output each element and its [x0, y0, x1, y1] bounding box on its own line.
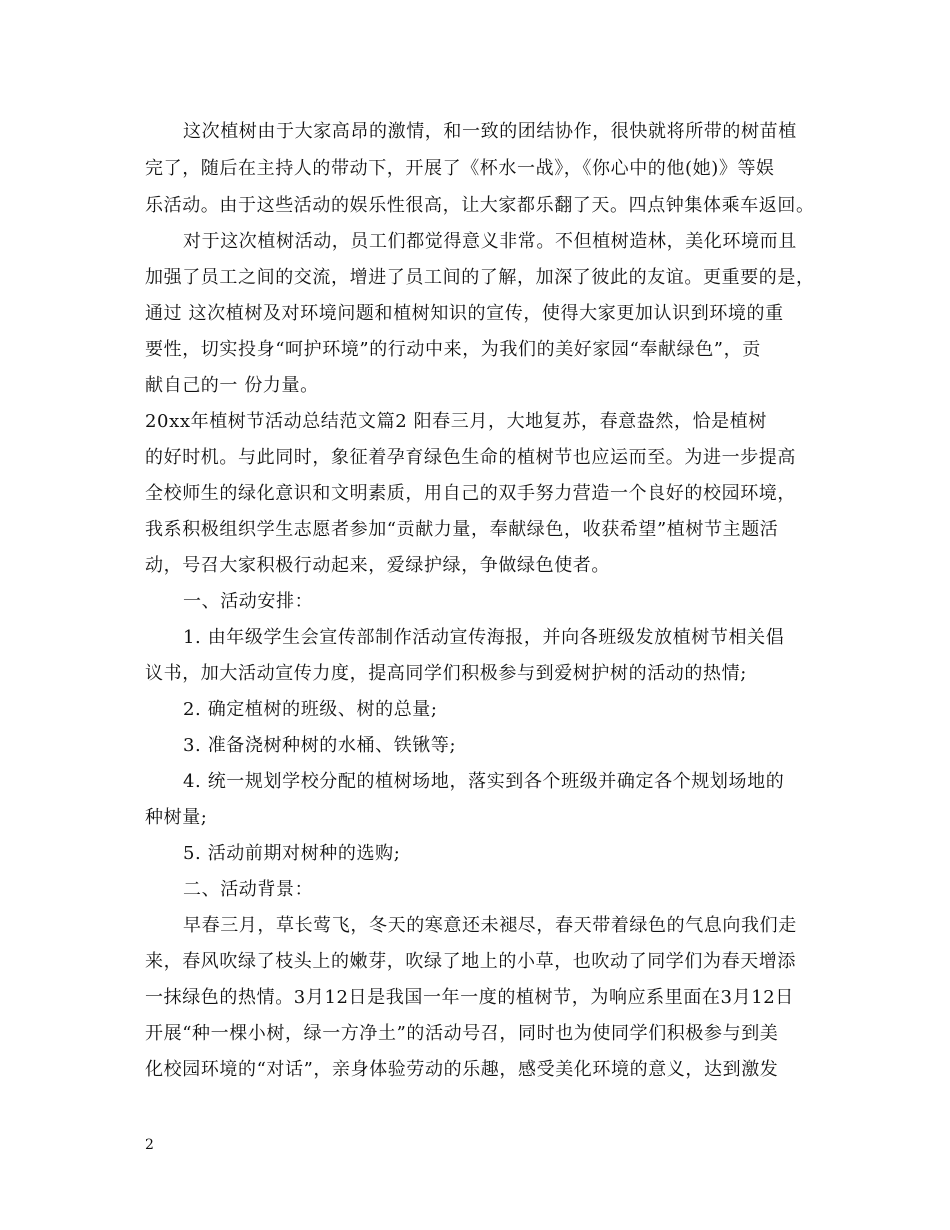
text-line: 全校师生的绿化意识和文明素质，用自己的双手努力营造一个良好的校园环境， — [145, 483, 796, 504]
text-line: 议书，加大活动宣传力度，提高同学们积极参与到爱树护树的活动的热情; — [145, 663, 747, 684]
list-item: 4. 统一规划学校分配的植树场地，落实到各个班级并确定各个规划场地的 — [183, 771, 785, 792]
text-line: 完了，随后在主持人的带动下，开展了《杯水一战》，《你心中的他(她)》等娱 — [145, 158, 775, 179]
subheading-activity-background: 二、活动背景： — [183, 879, 314, 900]
text-line: 的好时机。与此同时，象征着孕育绿色生命的植树节也应运而至。为进一步提高 — [145, 447, 796, 468]
text-line: 这次植树由于大家高昂的激情，和一致的团结协作，很快就将所带的树苗植 — [183, 121, 797, 142]
text-line: 动，号召大家积极行动起来，爱绿护绿，争做绿色使者。 — [145, 555, 610, 576]
list-item: 3. 准备浇树种树的水桶、铁锹等; — [183, 735, 457, 756]
subheading-activity-arrangement: 一、活动安排： — [183, 591, 314, 612]
text-line: 我系积极组织学生志愿者参加“贡献力量，奉献绿色，收获希望”植树节主题活 — [145, 519, 779, 540]
text-line: 一抹绿色的热情。3月12日是我国一年一度的植树节，为响应系里面在3月12日 — [145, 987, 794, 1008]
text-line: 开展“种一棵小树，绿一方净土”的活动号召，同时也为使同学们积极参与到美 — [145, 1023, 779, 1044]
text-line: 要性，切实投身“呵护环境”的行动中来，为我们的美好家园“奉献绿色”，贡 — [145, 339, 761, 360]
text-line: 种树量; — [145, 807, 208, 828]
text-line: 通过 这次植树及对环境问题和植树知识的宣传，使得大家更加认识到环境的重 — [145, 303, 784, 324]
list-item: 2. 确定植树的班级、树的总量; — [183, 699, 438, 720]
text-line: 加强了员工之间的交流，增进了员工间的了解，加深了彼此的友谊。更重要的是， — [145, 267, 815, 288]
text-line: 献自己的一 份力量。 — [145, 375, 319, 396]
text-line: 对于这次植树活动，员工们都觉得意义非常。不但植树造林，美化环境而且 — [183, 231, 797, 252]
text-line: 化校园环境的“对话”，亲身体验劳动的乐趣，感受美化环境的意义，达到激发 — [145, 1059, 779, 1080]
text-line: 早春三月，草长莺飞，冬天的寒意还未褪尽，春天带着绿色的气息向我们走 — [183, 915, 797, 936]
section-heading-line: 20xx年植树节活动总结范文篇2 阳春三月，大地复苏，春意盎然，恰是植树 — [145, 411, 767, 432]
text-line: 来，春风吹绿了枝头上的嫩芽，吹绿了地上的小草，也吹动了同学们为春天增添 — [145, 951, 796, 972]
list-item: 1. 由年级学生会宣传部制作活动宣传海报，并向各班级发放植树节相关倡 — [183, 627, 785, 648]
page-number: 2 — [145, 1137, 154, 1153]
text-line: 乐活动。由于这些活动的娱乐性很高，让大家都乐翻了天。四点钟集体乘车返回。 — [145, 195, 815, 216]
list-item: 5. 活动前期对树种的选购; — [183, 843, 401, 864]
